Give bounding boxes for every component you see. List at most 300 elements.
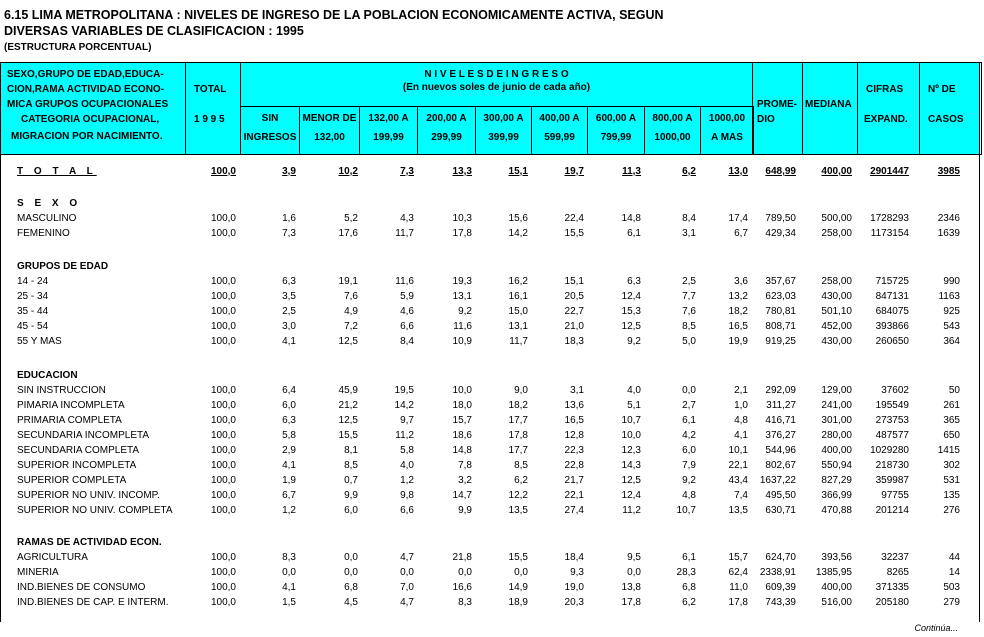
row-label: PRIMARIA COMPLETA bbox=[17, 415, 122, 426]
header-variable-column-line: MIGRACION POR NACIMIENTO. bbox=[11, 131, 163, 142]
row-value: 100,0 bbox=[210, 582, 236, 593]
row-value: 500,00 bbox=[821, 213, 852, 224]
header-level-1-line: INGRESOS bbox=[243, 132, 297, 143]
row-label: 45 - 54 bbox=[17, 321, 49, 332]
row-value: 9,9 bbox=[458, 505, 472, 516]
row-value: 366,99 bbox=[821, 490, 852, 501]
header-promedio-column-line: DIO bbox=[757, 114, 775, 125]
row-value: 10,2 bbox=[338, 166, 358, 177]
table-row bbox=[1, 319, 981, 334]
row-value: 44 bbox=[948, 552, 960, 563]
row-value: 6,8 bbox=[344, 582, 358, 593]
row-value: 624,70 bbox=[765, 552, 796, 563]
row-value: 18,6 bbox=[452, 430, 472, 441]
row-value: 27,4 bbox=[564, 505, 584, 516]
row-value: 6,3 bbox=[282, 415, 296, 426]
header-level-5-line: 300,00 A bbox=[483, 113, 524, 124]
row-value: 18,2 bbox=[728, 306, 748, 317]
row-value: 1385,95 bbox=[815, 567, 852, 578]
row-label: RAMAS DE ACTIVIDAD ECON. bbox=[17, 537, 162, 548]
row-value: 6,7 bbox=[734, 228, 748, 239]
row-label: T O T A L bbox=[17, 166, 97, 177]
row-value: 100,0 bbox=[210, 166, 236, 177]
header-promedio-column bbox=[752, 62, 803, 155]
row-value: 7,8 bbox=[458, 460, 472, 471]
row-value: 19,1 bbox=[338, 276, 358, 287]
row-value: 1728293 bbox=[870, 213, 909, 224]
row-value: 8,5 bbox=[344, 460, 358, 471]
row-value: 19,5 bbox=[394, 385, 414, 396]
row-value: 12,5 bbox=[621, 321, 641, 332]
row-value: 13,6 bbox=[564, 400, 584, 411]
row-value: 416,71 bbox=[765, 415, 796, 426]
row-value: 100,0 bbox=[210, 321, 236, 332]
row-value: 6,2 bbox=[682, 597, 696, 608]
row-value: 808,71 bbox=[765, 321, 796, 332]
row-value: 22,1 bbox=[564, 490, 584, 501]
header-level-9 bbox=[700, 106, 754, 155]
row-value: 100,0 bbox=[210, 213, 236, 224]
row-value: 12,5 bbox=[338, 415, 358, 426]
row-value: 14,7 bbox=[452, 490, 472, 501]
row-value: 17,4 bbox=[728, 213, 748, 224]
row-value: 5,9 bbox=[400, 291, 414, 302]
row-value: 11,2 bbox=[622, 505, 641, 516]
row-value: 12,5 bbox=[338, 336, 358, 347]
header-level-9-line: 1000,00 bbox=[708, 113, 746, 124]
row-value: 684075 bbox=[875, 306, 909, 317]
row-value: 11,7 bbox=[395, 228, 414, 239]
row-value: 100,0 bbox=[210, 490, 236, 501]
table-row bbox=[1, 304, 981, 319]
row-value: 393866 bbox=[875, 321, 909, 332]
row-value: 14,8 bbox=[621, 213, 641, 224]
row-value: 630,71 bbox=[765, 505, 796, 516]
row-value: 14 bbox=[948, 567, 960, 578]
row-value: 7,7 bbox=[682, 291, 696, 302]
row-value: 9,0 bbox=[514, 385, 528, 396]
row-value: 12,8 bbox=[564, 430, 584, 441]
row-value: 258,00 bbox=[821, 276, 852, 287]
row-value: 28,3 bbox=[676, 567, 696, 578]
row-value: 311,27 bbox=[766, 400, 796, 411]
row-value: 22,8 bbox=[564, 460, 584, 471]
row-value: 4,8 bbox=[734, 415, 748, 426]
row-value: 37602 bbox=[881, 385, 909, 396]
row-value: 20,3 bbox=[564, 597, 584, 608]
row-label: MASCULINO bbox=[17, 213, 77, 224]
section-heading-row bbox=[1, 368, 981, 383]
row-value: 5,2 bbox=[344, 213, 358, 224]
row-value: 135 bbox=[943, 490, 960, 501]
header-level-4-line: 299,99 bbox=[431, 132, 462, 143]
row-value: 12,5 bbox=[621, 475, 641, 486]
row-value: 10,7 bbox=[676, 505, 696, 516]
row-value: 6,1 bbox=[682, 552, 696, 563]
row-value: 8,4 bbox=[400, 336, 414, 347]
row-value: 17,7 bbox=[508, 445, 528, 456]
row-value: 430,00 bbox=[821, 336, 852, 347]
row-value: 7,3 bbox=[400, 166, 414, 177]
row-value: 17,8 bbox=[621, 597, 641, 608]
row-value: 4,3 bbox=[400, 213, 414, 224]
row-value: 11,6 bbox=[453, 321, 472, 332]
row-value: 5,1 bbox=[627, 400, 641, 411]
table-row bbox=[1, 428, 981, 443]
row-value: 6,0 bbox=[682, 445, 696, 456]
table-row bbox=[1, 334, 981, 349]
row-value: 13,1 bbox=[452, 291, 472, 302]
row-value: 273753 bbox=[875, 415, 909, 426]
row-value: 3,2 bbox=[458, 475, 472, 486]
row-label: PIMARIA INCOMPLETA bbox=[17, 400, 125, 411]
row-value: 4,8 bbox=[682, 490, 696, 501]
row-value: 4,2 bbox=[682, 430, 696, 441]
row-value: 292,09 bbox=[765, 385, 796, 396]
row-value: 6,0 bbox=[344, 505, 358, 516]
row-value: 8,3 bbox=[282, 552, 296, 563]
row-value: 470,88 bbox=[821, 505, 852, 516]
row-value: 8,1 bbox=[344, 445, 358, 456]
row-value: 4,1 bbox=[282, 460, 296, 471]
row-value: 13,3 bbox=[452, 166, 472, 177]
header-variable-column-line: MICA GRUPOS OCUPACIONALES bbox=[7, 99, 169, 110]
header-promedio-column-line: PROME- bbox=[757, 99, 797, 110]
row-value: 6,2 bbox=[682, 166, 696, 177]
row-value: 21,8 bbox=[452, 552, 472, 563]
table-row bbox=[1, 226, 981, 241]
row-value: 15,0 bbox=[508, 306, 528, 317]
row-value: 364 bbox=[943, 336, 960, 347]
row-value: 0,0 bbox=[514, 567, 528, 578]
row-label: EDUCACION bbox=[17, 370, 78, 381]
row-value: 100,0 bbox=[210, 567, 236, 578]
row-value: 452,00 bbox=[821, 321, 852, 332]
row-value: 14,2 bbox=[508, 228, 528, 239]
section-heading-row bbox=[1, 535, 981, 550]
row-label: S E X O bbox=[17, 198, 82, 209]
row-value: 6,4 bbox=[282, 385, 296, 396]
row-label: IND.BIENES DE CAP. E INTERM. bbox=[17, 597, 169, 608]
row-value: 13,0 bbox=[728, 166, 748, 177]
row-label: SECUNDARIA INCOMPLETA bbox=[17, 430, 150, 441]
row-value: 201214 bbox=[875, 505, 909, 516]
row-value: 100,0 bbox=[210, 597, 236, 608]
row-value: 14,2 bbox=[394, 400, 414, 411]
row-value: 19,0 bbox=[564, 582, 584, 593]
header-cifras-column-line: EXPAND. bbox=[864, 114, 908, 125]
row-value: 15,7 bbox=[728, 552, 748, 563]
row-value: 14,3 bbox=[621, 460, 641, 471]
row-value: 17,8 bbox=[728, 597, 748, 608]
row-value: 9,7 bbox=[400, 415, 414, 426]
header-variable-column bbox=[0, 62, 186, 155]
row-value: 0,0 bbox=[344, 567, 358, 578]
row-value: 0,0 bbox=[627, 567, 641, 578]
row-value: 4,9 bbox=[344, 306, 358, 317]
row-value: 15,5 bbox=[508, 552, 528, 563]
row-value: 129,00 bbox=[821, 385, 852, 396]
row-value: 6,3 bbox=[627, 276, 641, 287]
row-value: 100,0 bbox=[210, 291, 236, 302]
row-value: 1639 bbox=[937, 228, 960, 239]
header-level-5-line: 399,99 bbox=[488, 132, 519, 143]
header-level-3-line: 199,99 bbox=[373, 132, 404, 143]
row-value: 260650 bbox=[875, 336, 909, 347]
header-niveles-group-line: (En nuevos soles de junio de cada año) bbox=[402, 82, 591, 93]
row-value: 100,0 bbox=[210, 415, 236, 426]
row-label: SUPERIOR COMPLETA bbox=[17, 475, 127, 486]
table-row bbox=[1, 488, 981, 503]
row-value: 0,0 bbox=[458, 567, 472, 578]
row-value: 280,00 bbox=[821, 430, 852, 441]
row-value: 827,29 bbox=[821, 475, 852, 486]
row-label: 25 - 34 bbox=[17, 291, 49, 302]
row-value: 3,0 bbox=[282, 321, 296, 332]
row-value: 17,8 bbox=[508, 430, 528, 441]
row-value: 376,27 bbox=[765, 430, 796, 441]
header-level-8 bbox=[644, 106, 701, 155]
row-value: 2,1 bbox=[734, 385, 748, 396]
row-value: 50 bbox=[948, 385, 960, 396]
header-cifras-column-line: CIFRAS bbox=[866, 84, 904, 95]
table-row bbox=[1, 550, 981, 565]
row-value: 5,8 bbox=[400, 445, 414, 456]
row-value: 3985 bbox=[937, 166, 960, 177]
row-value: 365 bbox=[943, 415, 960, 426]
row-label: FEMENINO bbox=[17, 228, 70, 239]
row-label: SUPERIOR INCOMPLETA bbox=[17, 460, 137, 471]
row-value: 8,5 bbox=[682, 321, 696, 332]
row-value: 7,0 bbox=[400, 582, 414, 593]
row-value: 14,9 bbox=[508, 582, 528, 593]
row-value: 100,0 bbox=[210, 445, 236, 456]
row-value: 279 bbox=[943, 597, 960, 608]
row-value: 6,3 bbox=[282, 276, 296, 287]
row-value: 16,5 bbox=[728, 321, 748, 332]
row-value: 4,0 bbox=[627, 385, 641, 396]
table-row bbox=[1, 398, 981, 413]
row-value: 19,3 bbox=[452, 276, 472, 287]
row-value: 100,0 bbox=[210, 475, 236, 486]
row-value: 11,3 bbox=[622, 166, 641, 177]
row-value: 4,6 bbox=[400, 306, 414, 317]
row-value: 10,0 bbox=[621, 430, 641, 441]
table-row bbox=[1, 274, 981, 289]
row-value: 11,6 bbox=[395, 276, 414, 287]
row-value: 8,5 bbox=[514, 460, 528, 471]
continua-note: Continúa... bbox=[914, 623, 958, 633]
row-value: 100,0 bbox=[210, 400, 236, 411]
row-value: 12,4 bbox=[621, 490, 641, 501]
row-label: SECUNDARIA COMPLETA bbox=[17, 445, 140, 456]
row-value: 13,2 bbox=[728, 291, 748, 302]
row-value: 2,5 bbox=[282, 306, 296, 317]
header-variable-column-line: SEXO,GRUPO DE EDAD,EDUCA- bbox=[7, 69, 164, 80]
row-value: 100,0 bbox=[210, 430, 236, 441]
row-value: 18,2 bbox=[508, 400, 528, 411]
row-value: 10,1 bbox=[728, 445, 748, 456]
row-value: 609,39 bbox=[765, 582, 796, 593]
header-level-6-line: 599,99 bbox=[544, 132, 575, 143]
header-variable-column-line: CATEGORIA OCUPACIONAL, bbox=[21, 114, 160, 125]
row-value: 276 bbox=[943, 505, 960, 516]
row-value: 4,1 bbox=[282, 582, 296, 593]
row-value: 0,0 bbox=[400, 567, 414, 578]
row-value: 531 bbox=[943, 475, 960, 486]
table-row bbox=[1, 473, 981, 488]
header-total-column-line: 1 9 9 5 bbox=[194, 114, 225, 125]
row-value: 258,00 bbox=[821, 228, 852, 239]
row-value: 16,2 bbox=[508, 276, 528, 287]
row-value: 9,2 bbox=[627, 336, 641, 347]
row-value: 0,7 bbox=[344, 475, 358, 486]
row-value: 6,7 bbox=[282, 490, 296, 501]
table-row bbox=[1, 383, 981, 398]
header-level-7 bbox=[587, 106, 645, 155]
table-row bbox=[1, 503, 981, 518]
row-value: 18,9 bbox=[508, 597, 528, 608]
header-level-9-line: A MAS bbox=[711, 132, 743, 143]
row-value: 18,0 bbox=[452, 400, 472, 411]
header-level-7-line: 600,00 A bbox=[595, 113, 637, 124]
section-heading-row bbox=[1, 196, 981, 211]
row-value: 357,67 bbox=[765, 276, 796, 287]
header-casos-column-line: Nº DE bbox=[928, 84, 956, 95]
row-value: 15,5 bbox=[338, 430, 358, 441]
row-value: 100,0 bbox=[210, 552, 236, 563]
row-value: 9,2 bbox=[682, 475, 696, 486]
row-value: 261 bbox=[943, 400, 960, 411]
row-value: 13,8 bbox=[621, 582, 641, 593]
row-value: 1,2 bbox=[400, 475, 414, 486]
row-value: 2,5 bbox=[682, 276, 696, 287]
row-value: 15,3 bbox=[621, 306, 641, 317]
row-value: 623,03 bbox=[765, 291, 796, 302]
row-value: 100,0 bbox=[210, 306, 236, 317]
row-value: 205180 bbox=[875, 597, 909, 608]
row-value: 8,3 bbox=[458, 597, 472, 608]
table-body bbox=[0, 155, 980, 622]
header-total-column-line: TOTAL bbox=[194, 84, 227, 95]
row-value: 1163 bbox=[938, 291, 960, 302]
header-niveles-group-line: N I V E L E S D E I N G R E S O bbox=[424, 69, 569, 80]
row-value: 2,7 bbox=[682, 400, 696, 411]
row-value: 9,8 bbox=[400, 490, 414, 501]
total-row bbox=[1, 164, 981, 179]
row-value: 487577 bbox=[875, 430, 909, 441]
row-value: 195549 bbox=[875, 400, 909, 411]
row-value: 100,0 bbox=[210, 460, 236, 471]
row-value: 16,6 bbox=[452, 582, 472, 593]
row-value: 13,5 bbox=[508, 505, 528, 516]
row-value: 648,99 bbox=[765, 166, 796, 177]
table-row bbox=[1, 443, 981, 458]
row-value: 1,9 bbox=[282, 475, 296, 486]
row-value: 22,1 bbox=[728, 460, 748, 471]
row-value: 780,81 bbox=[765, 306, 796, 317]
row-value: 1,0 bbox=[734, 400, 748, 411]
row-value: 21,0 bbox=[564, 321, 584, 332]
header-level-6 bbox=[531, 106, 588, 155]
row-value: 301,00 bbox=[821, 415, 852, 426]
table-row bbox=[1, 595, 981, 610]
table-row bbox=[1, 565, 981, 580]
row-label: 55 Y MAS bbox=[17, 336, 62, 347]
row-label: 14 - 24 bbox=[17, 276, 49, 287]
row-value: 802,67 bbox=[765, 460, 796, 471]
row-value: 12,4 bbox=[621, 291, 641, 302]
row-value: 14,8 bbox=[452, 445, 472, 456]
row-value: 11,7 bbox=[509, 336, 528, 347]
row-value: 6,2 bbox=[514, 475, 528, 486]
row-value: 97755 bbox=[881, 490, 909, 501]
row-value: 1415 bbox=[937, 445, 960, 456]
row-value: 743,39 bbox=[765, 597, 796, 608]
row-value: 429,34 bbox=[765, 228, 796, 239]
row-value: 43,4 bbox=[728, 475, 748, 486]
row-value: 17,6 bbox=[338, 228, 358, 239]
row-label: 35 - 44 bbox=[17, 306, 49, 317]
row-value: 9,3 bbox=[570, 567, 584, 578]
row-value: 8265 bbox=[886, 567, 909, 578]
row-value: 1,6 bbox=[282, 213, 296, 224]
row-value: 4,0 bbox=[400, 460, 414, 471]
row-label: MINERIA bbox=[17, 567, 59, 578]
row-value: 15,6 bbox=[508, 213, 528, 224]
row-value: 18,3 bbox=[564, 336, 584, 347]
row-value: 21,7 bbox=[564, 475, 584, 486]
row-value: 22,4 bbox=[564, 213, 584, 224]
row-value: 847131 bbox=[875, 291, 909, 302]
row-value: 2901447 bbox=[870, 166, 909, 177]
row-value: 17,7 bbox=[508, 415, 528, 426]
row-value: 430,00 bbox=[821, 291, 852, 302]
row-value: 5,0 bbox=[682, 336, 696, 347]
header-level-6-line: 400,00 A bbox=[539, 113, 580, 124]
row-label: AGRICULTURA bbox=[17, 552, 88, 563]
row-value: 15,1 bbox=[508, 166, 528, 177]
table-row bbox=[1, 458, 981, 473]
row-value: 400,00 bbox=[821, 166, 852, 177]
row-value: 6,0 bbox=[282, 400, 296, 411]
row-value: 218730 bbox=[875, 460, 909, 471]
row-value: 4,1 bbox=[282, 336, 296, 347]
section-heading-row bbox=[1, 259, 981, 274]
row-value: 32237 bbox=[881, 552, 909, 563]
row-value: 3,1 bbox=[682, 228, 696, 239]
row-value: 100,0 bbox=[210, 228, 236, 239]
row-value: 12,3 bbox=[621, 445, 641, 456]
row-value: 9,5 bbox=[627, 552, 641, 563]
row-value: 501,10 bbox=[821, 306, 852, 317]
row-value: 6,6 bbox=[400, 321, 414, 332]
row-value: 544,96 bbox=[765, 445, 796, 456]
row-value: 6,6 bbox=[400, 505, 414, 516]
row-value: 7,6 bbox=[344, 291, 358, 302]
table-row bbox=[1, 580, 981, 595]
row-value: 919,25 bbox=[765, 336, 796, 347]
row-value: 1173154 bbox=[870, 228, 909, 239]
row-value: 62,4 bbox=[728, 567, 748, 578]
header-casos-column-line: CASOS bbox=[928, 114, 964, 125]
row-value: 1637,22 bbox=[759, 475, 796, 486]
row-label: GRUPOS DE EDAD bbox=[17, 261, 109, 272]
row-value: 1,2 bbox=[282, 505, 296, 516]
table-row bbox=[1, 413, 981, 428]
row-value: 400,00 bbox=[821, 445, 852, 456]
row-value: 8,4 bbox=[682, 213, 696, 224]
